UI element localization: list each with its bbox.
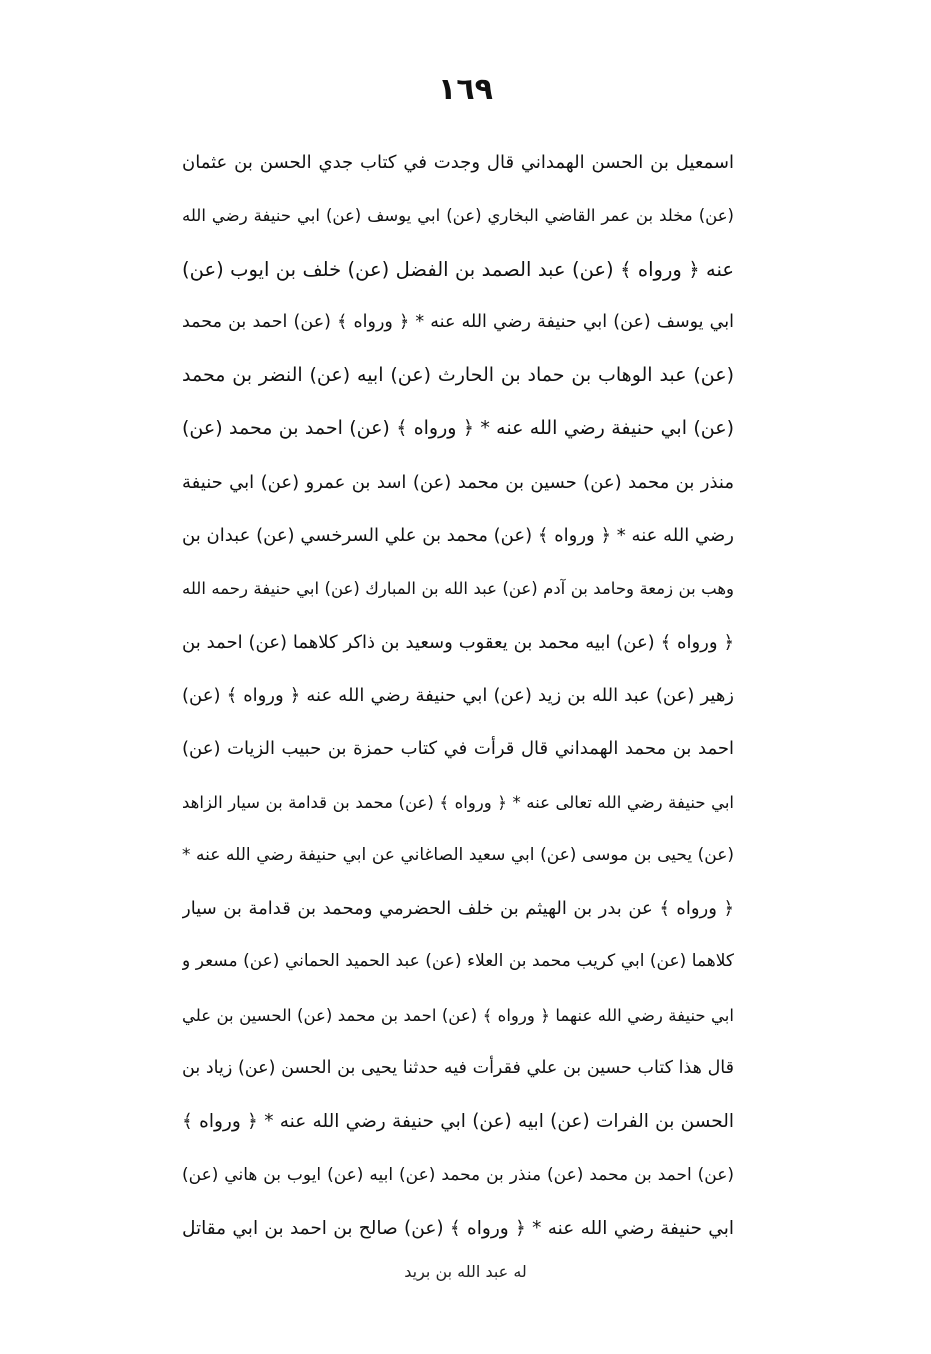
page-number: ١٦٩	[438, 72, 493, 107]
text-line: عنه ﴿ ورواه ﴾ (عن) عبد الصمد بن الفضل (عن) خلف بن ايوب (عن)	[182, 257, 734, 281]
text-line: ابي حنيفة رضي الله عنه * ﴿ ورواه ﴾ (عن) صالح بن احمد بن ابي مقاتل	[182, 1217, 734, 1239]
text-line: اسمعيل بن الحسن الهمداني قال وجدت في كتاب جدي الحسن بن عثمان	[182, 152, 734, 173]
footnote: له عبد الله بن بريد	[404, 1262, 527, 1281]
text-line: (عن) احمد بن محمد (عن) منذر بن محمد (عن) ابيه (عن) ايوب بن هاني (عن)	[182, 1164, 734, 1185]
text-line: احمد بن محمد الهمداني قال قرأت في كتاب حمزة بن حبيب الزيات (عن)	[182, 738, 734, 760]
text-line: رضي الله عنه * ﴿ ورواه ﴾ (عن) محمد بن علي السرخسي (عن) عبدان بن	[182, 525, 734, 547]
text-line: وهب بن زمعة وحامد بن آدم (عن) عبد الله بن المبارك (عن) ابي حنيفة رحمه الله	[182, 579, 734, 599]
text-line: الحسن بن الفرات (عن) ابيه (عن) ابي حنيفة رضي الله عنه * ﴿ ورواه ﴾	[182, 1111, 734, 1133]
text-line: (عن) مخلد بن عمر القاضي البخاري (عن) ابي يوسف (عن) ابي حنيفة رضي الله	[182, 206, 734, 226]
text-line: ﴿ ورواه ﴾ (عن) ابيه محمد بن يعقوب وسعيد بن ذاكر كلاهما (عن) احمد بن	[182, 631, 734, 653]
text-line: قال هذا كتاب حسين بن علي فقرأت فيه حدثنا يحيى بن الحسن (عن) زياد بن	[182, 1058, 734, 1079]
text-line: منذر بن محمد (عن) حسين بن محمد (عن) اسد بن عمرو (عن) ابي حنيفة	[182, 471, 734, 493]
text-line: ابي يوسف (عن) ابي حنيفة رضي الله عنه * ﴿ ورواه ﴾ (عن) احمد بن محمد	[182, 311, 734, 332]
text-line: كلاهما (عن) ابي كريب محمد بن العلاء (عن) عبد الحميد الحماني (عن) مسعر و	[182, 951, 734, 972]
text-line: زهير (عن) عبد الله بن زيد (عن) ابي حنيفة رضي الله عنه ﴿ ورواه ﴾ (عن)	[182, 684, 734, 706]
text-line: (عن) عبد الوهاب بن حماد بن الحارث (عن) ابيه (عن) النضر بن محمد	[182, 364, 734, 387]
text-line: ﴿ ورواه ﴾ عن بدر بن الهيثم بن خلف الحضرمي ومحمد بن قدامة بن سيار	[182, 898, 734, 920]
text-line: ابي حنيفة رضي الله عنهما ﴿ ورواه ﴾ (عن) احمد بن محمد (عن) الحسين بن علي	[182, 1005, 734, 1025]
text-line: (عن) يحيى بن موسى (عن) ابي سعيد الصاغاني عن ابي حنيفة رضي الله عنه *	[182, 844, 734, 865]
text-line: ابي حنيفة رضي الله تعالى عنه * ﴿ ورواه ﴾ (عن) محمد بن قدامة بن سيار الزاهد	[182, 792, 734, 812]
text-line: (عن) ابي حنيفة رضي الله عنه * ﴿ ورواه ﴾ (عن) احمد بن محمد (عن)	[182, 417, 734, 440]
body-text	[182, 136, 734, 1255]
